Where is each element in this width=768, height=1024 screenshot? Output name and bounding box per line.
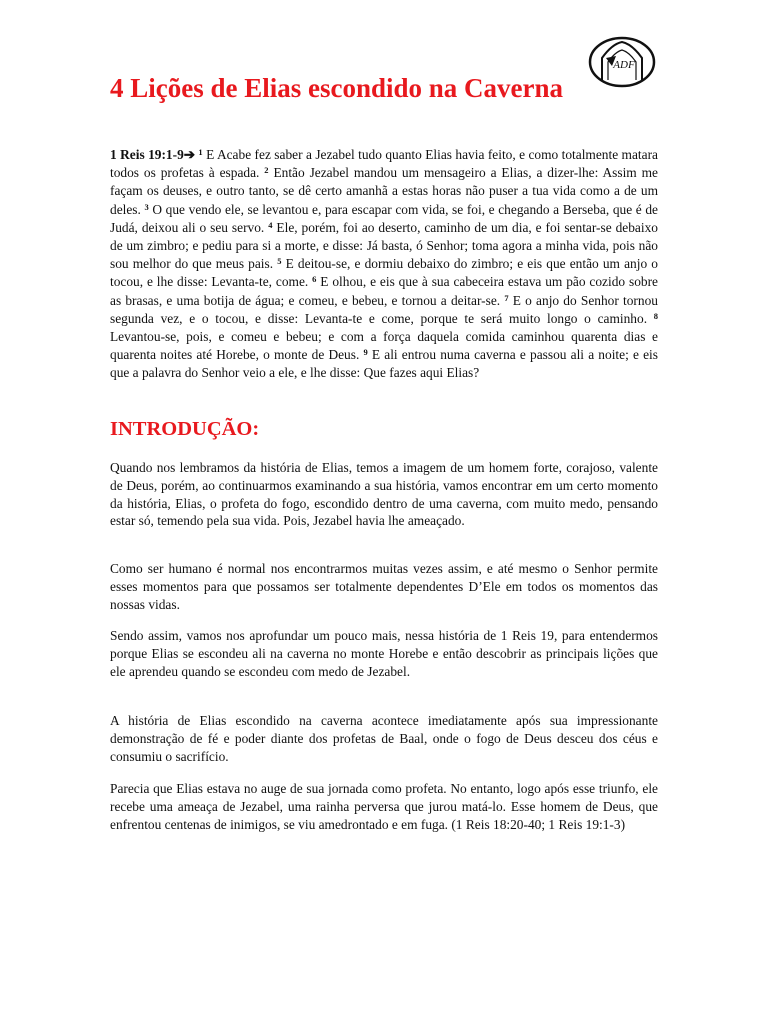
verse-number: 2: [264, 165, 269, 176]
verse-text: E ali entrou numa caverna e passou ali a noite; e eis que a palavra do Senhor veio a ele, e lhe disse: Que fazes aqui Elias?: [110, 347, 658, 381]
verse-text: E o anjo do Senhor tornou segunda vez, e o tocou, e disse: Levanta-te e come, porque te será muito longo o caminho.: [110, 292, 658, 326]
verse-number: 4: [268, 219, 273, 230]
intro-heading: INTRODUÇÃO:: [110, 418, 260, 440]
verse-number: 9: [363, 347, 368, 358]
scripture-passage: [110, 146, 658, 383]
verse-text: O que vendo ele, se levantou e, para escapar com vida, se foi, e chegando a Berseba, que é de Judá, deixou ali o seu servo.: [110, 201, 658, 235]
intro-paragraph-2: Como ser humano é normal nos encontrarmos muitas vezes assim, e até mesmo o Senhor permite esses momentos para que possamos ser totalmente dependentes D’Ele em todos os momentos das nossas vidas.: [110, 561, 658, 612]
verse-number: 6: [312, 274, 317, 285]
page-title: 4 Lições de Elias escondido na Caverna: [110, 73, 564, 103]
intro-paragraph-1: Quando nos lembramos da história de Elias, temos a imagem de um homem forte, corajoso, valente de Deus, porém, ao continuarmos examinando a sua história, vamos encontrar em um certo momento da história, Elias, o profeta do fogo, escondido dentro de uma caverna, com muito medo, pensando estar só, temendo pela sua vida. Pois, Jezabel havia lhe ameaçado.: [110, 460, 658, 529]
logo-text: ADF: [613, 59, 635, 71]
verse-number: 5: [277, 256, 282, 267]
verse-number: 3: [144, 201, 149, 212]
intro-paragraph-3: Sendo assim, vamos nos aprofundar um pouco mais, nessa história de 1 Reis 19, para entendermos porque Elias se escondeu ali na caverna no monte Horebe e então descobrir as principais lições que ele aprendeu quando se escondeu com medo de Jezabel.: [110, 628, 658, 679]
verse-number: 8: [653, 310, 658, 321]
scripture-reference: 1 Reis 19:1-9: [110, 147, 184, 162]
verse-number: 7: [504, 292, 509, 303]
verse-text: E Acabe fez saber a Jezabel tudo quanto Elias havia feito, e como totalmente matara todos os profetas à espada.: [110, 147, 658, 181]
arrow-icon: ➔: [183, 147, 195, 162]
verse-number: 1: [198, 147, 203, 157]
verse-text: Levantou-se, pois, e comeu e bebeu; e com a força daquela comida caminhou quarenta dias e quarenta noites até Horebe, o monte de Deus.: [110, 329, 658, 363]
verse-text: E deitou-se, e dormiu debaixo do zimbro; e eis que então um anjo o tocou, e lhe disse: Levanta-te, come.: [110, 256, 658, 290]
intro-paragraph-5: Parecia que Elias estava no auge de sua jornada como profeta. No entanto, logo após esse triunfo, ele recebe uma ameaça de Jezabel, uma rainha perversa que jurou matá-lo. Esse homem de Deus, que enfrentou centenas de inimigos, se viu amedrontado e em fuga. (1 Reis 18:20-40; 1 Reis 19:1-3): [110, 781, 658, 832]
intro-paragraph-4: A história de Elias escondido na caverna acontece imediatamente após sua impressionante demonstração de fé e poder diante dos profetas de Baal, onde o fogo de Deus desceu dos céus e consumiu o sacrifício.: [110, 713, 658, 764]
verse-text: E olhou, e eis que à sua cabeceira estava um pão cozido sobre as brasas, e uma botija de água; e comeu, e bebeu, e tornou a deitar-se.: [110, 274, 659, 308]
verse-text: Ele, porém, foi ao deserto, caminho de um dia, e foi sentar-se debaixo de um zimbro; e pediu para si a morte, e disse: Já basta, ó Senhor; toma agora a minha vida, pois não sou melhor do que meus pais.: [110, 219, 658, 272]
church-logo: [588, 36, 656, 88]
verse-text: Então Jezabel mandou um mensageiro a Elias, a dizer-lhe: Assim me façam os deuses, e outro tanto, se dê certo amanhã a estas horas não puser a tua vida como a de um deles.: [110, 165, 658, 217]
